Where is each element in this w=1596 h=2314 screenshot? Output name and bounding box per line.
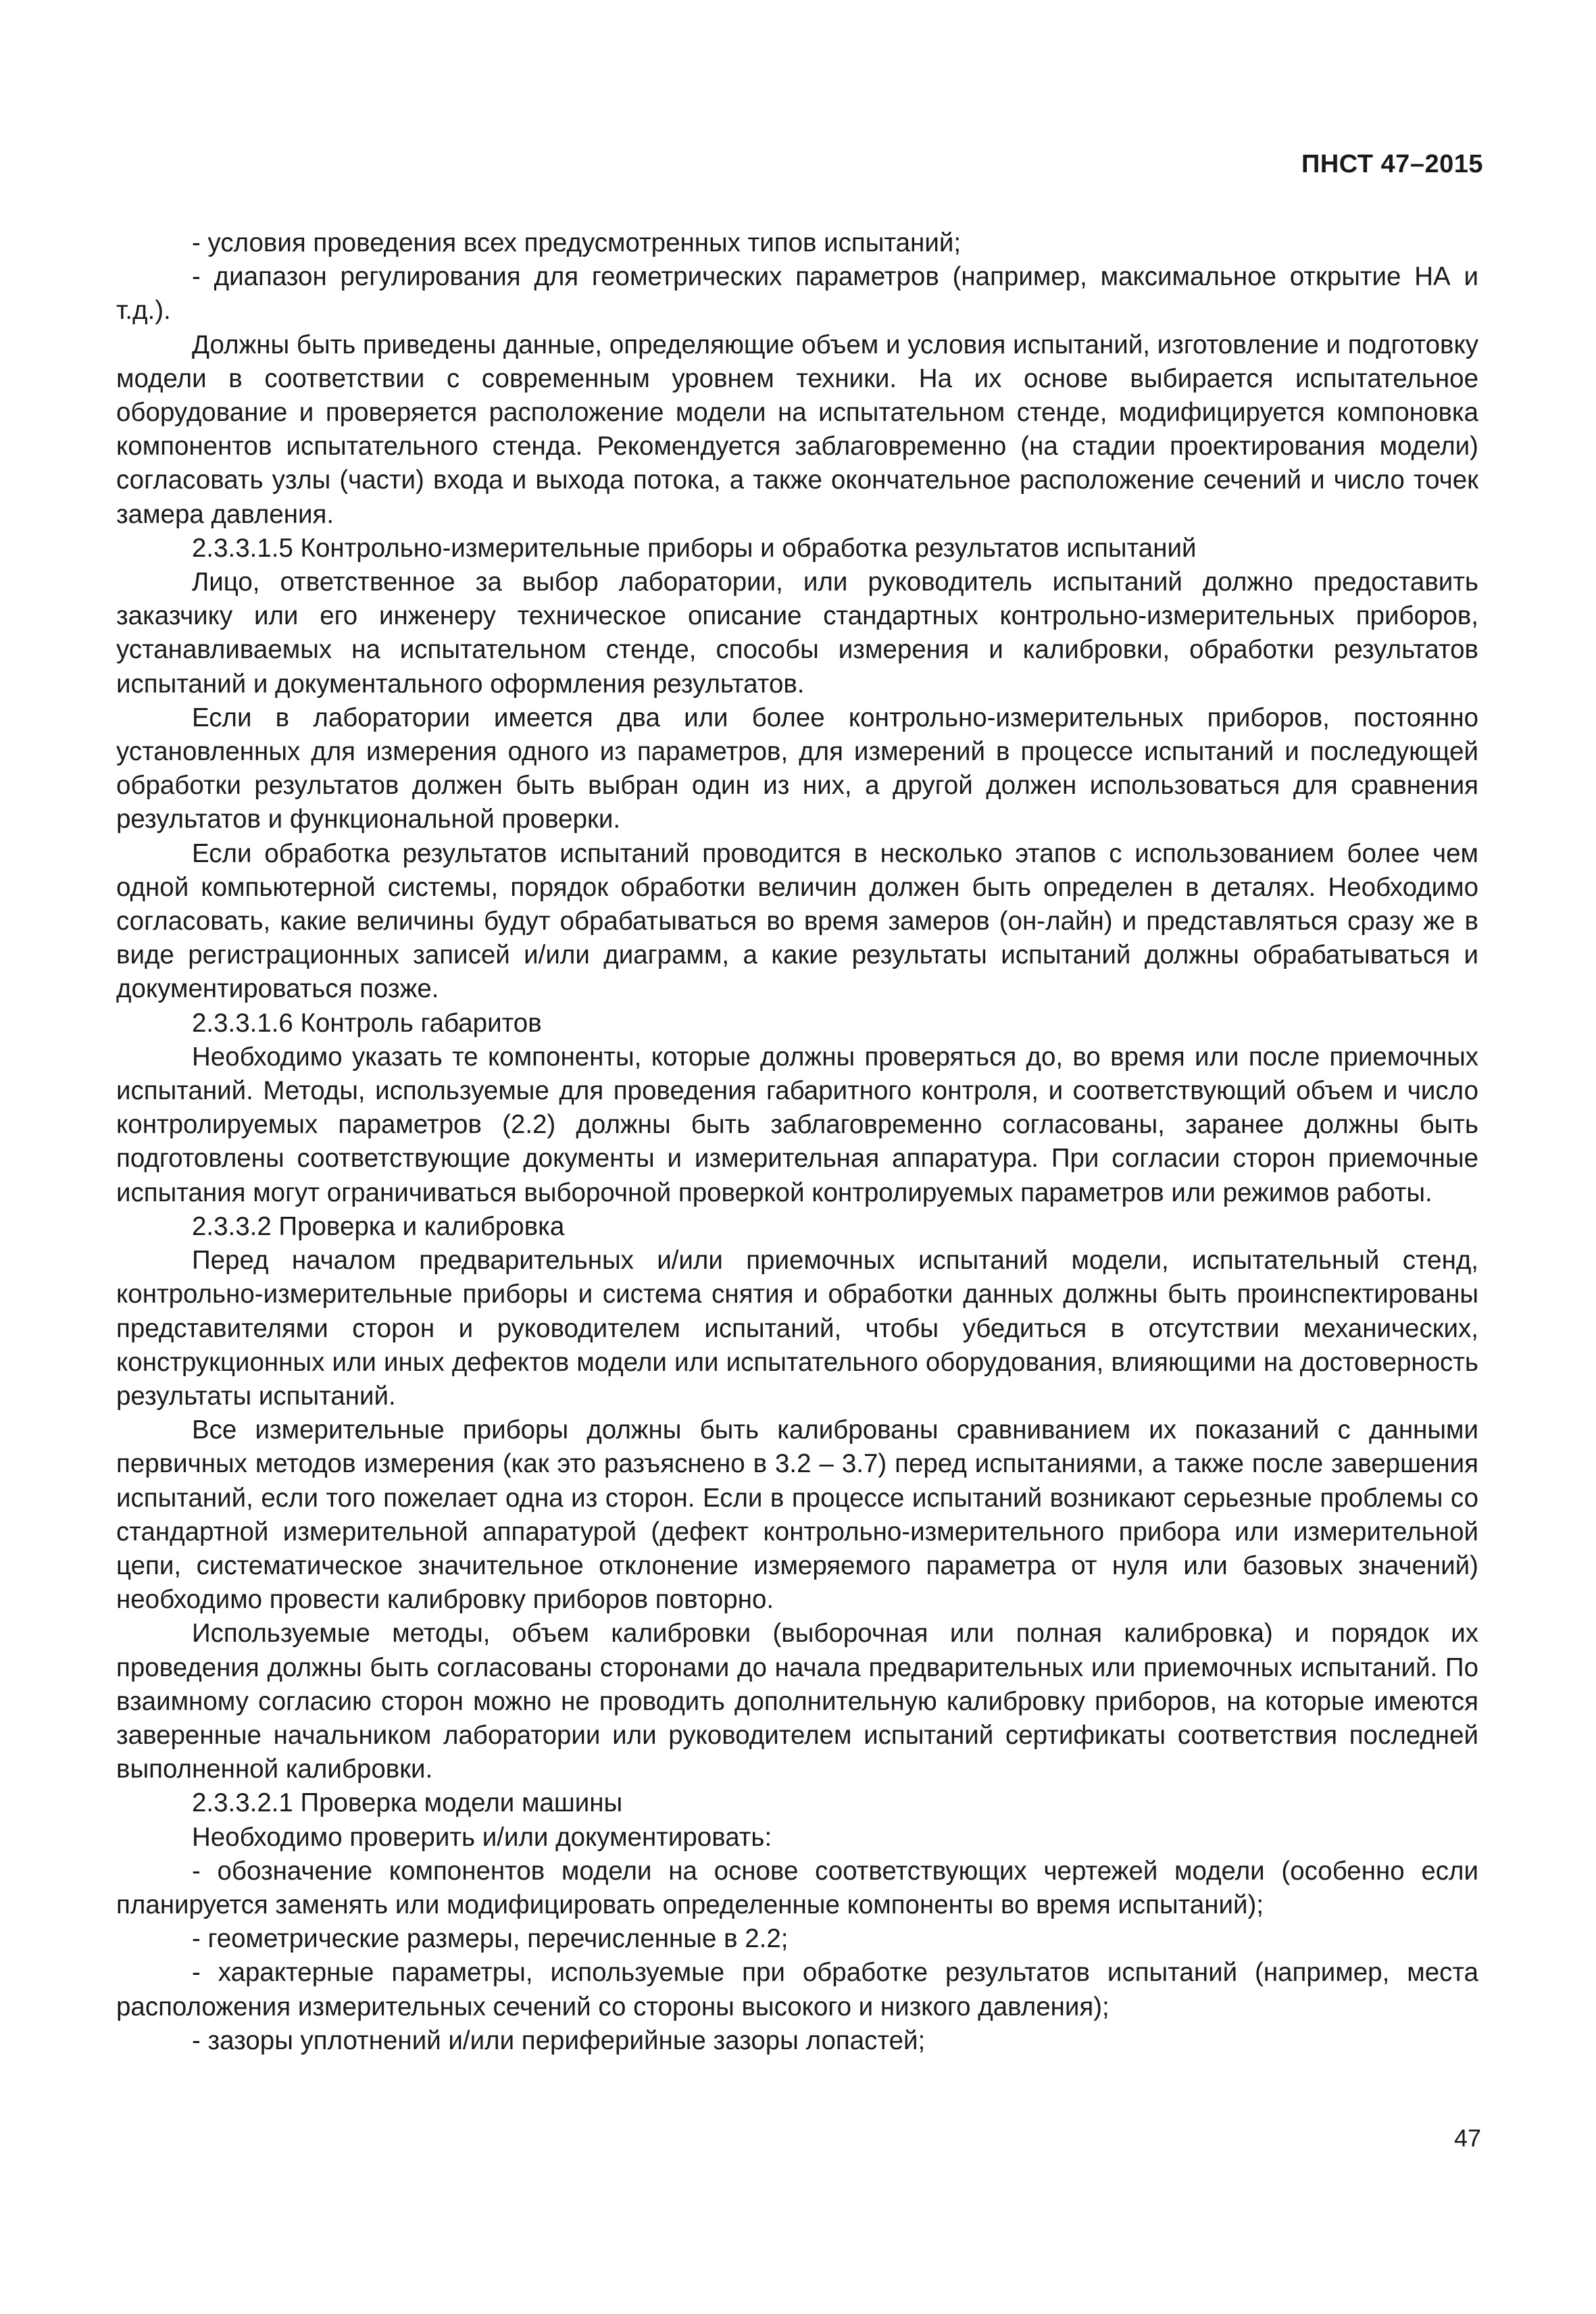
page-number: 47 xyxy=(1453,2124,1481,2152)
list-item-component-designation: - обозначение компонентов модели на основе соответствующих чертежей модели (особенно если планируется заменять или модифицировать определенные компоненты во время испытаний); xyxy=(116,1856,1478,1919)
section-heading-2-3-3-2: 2.3.3.2 Проверка и калибровка xyxy=(192,1211,565,1241)
list-item-seal-clearances: - зазоры уплотнений и/или периферийные зазоры лопастей; xyxy=(192,2026,926,2055)
paragraph-inspection-before-tests: Перед началом предварительных и/или приемочных испытаний модели, испытательный стенд, контрольно-измерительные приборы и система снятия и обработки данных должны быть проинспектированы представителями сторон и руководителем испытаний, чтобы убедиться в отсутствии механических, конструкционных или иных дефектов модели или испытательного оборудования, влияющими на достоверность результаты испытаний. xyxy=(116,1246,1478,1411)
paragraph-calibration-methods: Используемые методы, объем калибровки (выборочная или полная калибровка) и порядок их проведения должны быть согласованы сторонами до начала предварительных или приемочных испытаний. По взаимному согласию сторон можно не проводить дополнительную калибровку приборов, на которые имеются заверенные начальником лаборатории или руководителем испытаний сертификаты соответствия последней выполненной калибровки. xyxy=(116,1619,1478,1784)
document-code-header: ПНСТ 47–2015 xyxy=(1301,150,1483,178)
list-item-regulation-range: - диапазон регулирования для геометрических параметров (например, максимальное открытие НА и т.д.). xyxy=(116,262,1478,326)
page-body xyxy=(116,226,1478,2058)
paragraph-check-list-intro: Необходимо проверить и/или документировать: xyxy=(192,1822,772,1852)
paragraph-responsible-person: Лицо, ответственное за выбор лаборатории, или руководитель испытаний должно предоставить заказчику или его инженеру техническое описание стандартных контрольно-измерительных приборов, устанавливаемых на испытательном стенде, способы измерения и калибровки, обработки результатов испытаний и документального оформления результатов. xyxy=(116,568,1478,699)
section-heading-2-3-3-2-1: 2.3.3.2.1 Проверка модели машины xyxy=(192,1788,623,1818)
list-item-characteristic-parameters: - характерные параметры, используемые при обработке результатов испытаний (например, места расположения измерительных сечений со стороны высокого и низкого давления); xyxy=(116,1958,1478,2021)
paragraph-processing-stages: Если обработка результатов испытаний проводится в несколько этапов с использованием более чем одной компьютерной системы, порядок обработки величин должен быть определен в деталях. Необходимо согласовать, какие величины будут обрабатываться во время замеров (он-лайн) и представляться сразу же в виде регистрационных записей и/или диаграмм, а какие результаты испытаний должны обрабатываться и документироваться позже. xyxy=(116,838,1478,1004)
list-item-test-conditions: - условия проведения всех предусмотренных типов испытаний; xyxy=(192,228,962,257)
section-heading-2-3-3-1-5: 2.3.3.1.5 Контрольно-измерительные приборы и обработка результатов испытаний xyxy=(192,533,1197,563)
paragraph-dimension-control: Необходимо указать те компоненты, которые должны проверяться до, во время или после приемочных испытаний. Методы, используемые для проведения габаритного контроля, и соответствующий объем и число контролируемых параметров (2.2) должны быть заблаговременно согласованы, заранее должны быть подготовлены соответствующие документы и измерительная аппаратура. При согласии сторон приемочные испытания могут ограничиваться выборочной проверкой контролируемых параметров или режимов работы. xyxy=(116,1042,1478,1207)
paragraph-multiple-instruments: Если в лаборатории имеется два или более контрольно-измерительных приборов, постоянно установленных для измерения одного из параметров, для измерений в процессе испытаний и последующей обработки результатов должен быть выбран один из них, а другой должен использоваться для сравнения результатов и функциональной проверки. xyxy=(116,703,1478,834)
paragraph-instrument-calibration: Все измерительные приборы должны быть калиброваны сравниванием их показаний с данными первичных методов измерения (как это разъяснено в 3.2 – 3.7) перед испытаниями, а также после завершения испытаний, если того пожелает одна из сторон. Если в процессе испытаний возникают серьезные проблемы со стандартной измерительной аппаратурой (дефект контрольно-измерительного прибора или измерительной цепи, систематическое значительное отклонение измеряемого параметра от нуля или базовых значений) необходимо провести калибровку приборов повторно. xyxy=(116,1415,1478,1615)
paragraph-test-scope-data: Должны быть приведены данные, определяющие объем и условия испытаний, изготовление и подготовку модели в соответствии с современным уровнем техники. На их основе выбирается испытательное оборудование и проверяется расположение модели на испытательном стенде, модифицируется компоновка компонентов испытательного стенда. Рекомендуется заблаговременно (на стадии проектирования модели) согласовать узлы (части) входа и выхода потока, а также окончательное расположение сечений и число точек замера давления. xyxy=(116,330,1478,529)
section-heading-2-3-3-1-6: 2.3.3.1.6 Контроль габаритов xyxy=(192,1008,542,1038)
list-item-geometric-dimensions: - геометрические размеры, перечисленные в 2.2; xyxy=(192,1924,789,1954)
